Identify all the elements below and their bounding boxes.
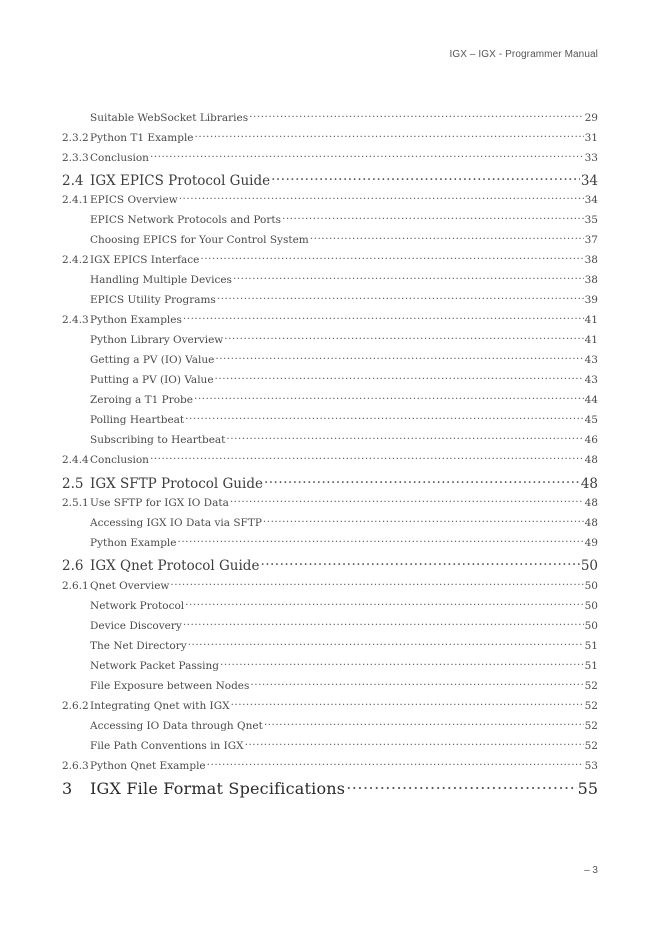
toc-entry-title: Python Example (90, 536, 177, 549)
toc-entry-title: Network Protocol (90, 599, 185, 612)
toc-entry[interactable] (62, 515, 598, 529)
dot-leader (220, 658, 584, 669)
dot-leader (200, 252, 583, 263)
dot-leader (183, 312, 584, 323)
dot-leader (150, 452, 584, 463)
toc-entry[interactable] (62, 412, 598, 426)
dot-leader (224, 332, 583, 343)
toc-entry[interactable] (62, 372, 598, 386)
dot-leader (215, 372, 584, 383)
toc-entry-title: Polling Heartbeat (90, 413, 185, 426)
toc-entry-page: 48 (584, 453, 598, 466)
dot-leader (215, 352, 583, 363)
toc-entry-title: EPICS Overview (90, 193, 178, 206)
dot-leader (310, 232, 584, 243)
toc-entry-page: 52 (584, 699, 598, 712)
toc-entry[interactable] (62, 150, 598, 164)
page-number: – 3 (584, 865, 598, 876)
toc-entry[interactable] (62, 474, 598, 492)
toc-entry-title: Device Discovery (90, 619, 182, 632)
toc-entry-title: Subscribing to Heartbeat (90, 433, 226, 446)
dot-leader (194, 392, 584, 403)
toc-entry-page: 37 (584, 233, 598, 246)
toc-entry-number: 2.3.3 (62, 151, 89, 164)
toc-entry-title: Python Library Overview (90, 333, 224, 346)
toc-entry-title: Handling Multiple Devices (90, 273, 232, 286)
toc-entry-number: 2.6.3 (62, 759, 89, 772)
toc-entry-number: 2.6.2 (62, 699, 89, 712)
dot-leader (263, 515, 584, 526)
toc-entry-page: 38 (584, 253, 598, 266)
toc-entry-page: 38 (584, 273, 598, 286)
dot-leader (207, 758, 584, 769)
toc-entry-number: 2.5.1 (62, 496, 89, 509)
toc-entry-page: 33 (584, 151, 598, 164)
toc-entry[interactable] (62, 578, 598, 592)
toc-entry[interactable] (62, 110, 598, 124)
dot-leader (185, 598, 583, 609)
toc-entry-page: 52 (584, 679, 598, 692)
toc-entry-page: 41 (584, 333, 598, 346)
toc-entry-page: 50 (584, 619, 598, 632)
toc-entry-page: 48 (580, 475, 598, 492)
toc-entry-page: 45 (584, 413, 598, 426)
toc-entry-title: Suitable WebSocket Libraries (90, 111, 249, 124)
toc-entry[interactable] (62, 392, 598, 406)
toc-entry-page: 39 (584, 293, 598, 306)
toc-entry-page: 48 (584, 516, 598, 529)
toc-entry-number: 2.6 (62, 557, 84, 574)
toc-entry-number: 3 (62, 779, 73, 798)
toc-entry-page: 34 (584, 193, 598, 206)
dot-leader (170, 578, 583, 589)
dot-leader (282, 212, 584, 223)
toc-entry-title: The Net Directory (90, 639, 187, 652)
toc-entry[interactable] (62, 758, 598, 772)
toc-entry[interactable] (62, 171, 598, 189)
toc-entry-title: IGX EPICS Interface (90, 253, 200, 266)
dot-leader (195, 130, 584, 141)
toc-entry[interactable] (62, 678, 598, 692)
toc-entry[interactable] (62, 130, 598, 144)
toc-entry-title: Python T1 Example (90, 131, 194, 144)
toc-entry-page: 55 (577, 779, 598, 798)
toc-entry[interactable] (62, 658, 598, 672)
toc-entry[interactable] (62, 556, 598, 574)
toc-entry-title: Qnet Overview (90, 579, 170, 592)
toc-entry[interactable] (62, 718, 598, 732)
toc-entry-title: File Path Conventions in IGX (90, 739, 244, 752)
dot-leader (250, 678, 583, 689)
toc-entry[interactable] (62, 698, 598, 712)
toc-entry[interactable] (62, 312, 598, 326)
toc-entry[interactable] (62, 452, 598, 466)
toc-entry-page: 46 (584, 433, 598, 446)
running-header: IGX – IGX - Programmer Manual (449, 49, 598, 60)
toc-entry-title: EPICS Network Protocols and Ports (90, 213, 281, 226)
dot-leader (217, 292, 584, 303)
toc-entry[interactable] (62, 332, 598, 346)
toc-entry[interactable] (62, 638, 598, 652)
dot-leader (188, 638, 584, 649)
dot-leader (185, 412, 583, 423)
dot-leader (245, 738, 584, 749)
dot-leader (150, 150, 584, 161)
toc-entry-page: 51 (584, 639, 598, 652)
toc-entry-page: 35 (584, 213, 598, 226)
toc-entry[interactable] (62, 192, 598, 206)
toc-entry-page: 50 (580, 557, 598, 574)
toc-entry-page: 50 (584, 579, 598, 592)
toc-entry-title: File Exposure between Nodes (90, 679, 250, 692)
dot-leader (249, 110, 583, 121)
dot-leader (264, 718, 584, 729)
toc-entry-title: Integrating Qnet with IGX (90, 699, 230, 712)
dot-leader (178, 535, 584, 546)
toc-entry-page: 49 (584, 536, 598, 549)
toc-entry-page: 29 (584, 111, 598, 124)
toc-entry-title: IGX Qnet Protocol Guide (90, 557, 260, 574)
toc-entry-number: 2.3.2 (62, 131, 89, 144)
toc-entry-page: 43 (584, 373, 598, 386)
toc-entry-page: 44 (584, 393, 598, 406)
toc-entry[interactable] (62, 618, 598, 632)
toc-entry[interactable] (62, 352, 598, 366)
dot-leader (346, 778, 576, 794)
toc-entry[interactable] (62, 212, 598, 226)
dot-leader (260, 556, 579, 570)
dot-leader (183, 618, 584, 629)
toc-entry-title: Python Examples (90, 313, 182, 326)
toc-entry-number: 2.5 (62, 475, 84, 492)
toc-entry-page: 50 (584, 599, 598, 612)
toc-entry[interactable] (62, 535, 598, 549)
toc-entry-title: Conclusion (90, 151, 149, 164)
toc-entry[interactable] (62, 232, 598, 246)
toc-entry-page: 51 (584, 659, 598, 672)
dot-leader (226, 432, 583, 443)
toc-entry[interactable] (62, 432, 598, 446)
toc-entry-number: 2.4.3 (62, 313, 89, 326)
toc-entry[interactable] (62, 738, 598, 752)
toc-entry-number: 2.4.2 (62, 253, 89, 266)
dot-leader (179, 192, 584, 203)
toc-entry-title: Putting a PV (IO) Value (90, 373, 214, 386)
toc-entry-title: Use SFTP for IGX IO Data (90, 496, 229, 509)
toc-entry-title: Getting a PV (IO) Value (90, 353, 215, 366)
toc-entry-title: IGX File Format Specifications (90, 779, 346, 798)
toc-entry-number: 2.4.1 (62, 193, 89, 206)
dot-leader (271, 171, 580, 185)
toc-entry[interactable] (62, 292, 598, 306)
dot-leader (230, 495, 584, 506)
toc-entry-title: IGX EPICS Protocol Guide (90, 172, 271, 189)
toc-entry-page: 53 (584, 759, 598, 772)
toc-entry-title: Network Packet Passing (90, 659, 219, 672)
toc-entry-page: 43 (584, 353, 598, 366)
toc-entry-number: 2.4 (62, 172, 84, 189)
toc-entry[interactable] (62, 252, 598, 266)
toc-entry-title: Accessing IO Data through Qnet (90, 719, 263, 732)
toc-entry[interactable] (62, 272, 598, 286)
toc-entry-title: EPICS Utility Programs (90, 293, 216, 306)
toc-entry[interactable] (62, 495, 598, 509)
toc-entry-number: 2.4.4 (62, 453, 89, 466)
toc-entry-page: 52 (584, 739, 598, 752)
toc-entry-page: 34 (580, 172, 598, 189)
dot-leader (264, 474, 580, 488)
toc-entry[interactable] (62, 778, 598, 798)
toc-entry-title: IGX SFTP Protocol Guide (90, 475, 263, 492)
toc-entry-title: Accessing IGX IO Data via SFTP (90, 516, 262, 529)
dot-leader (231, 698, 584, 709)
toc-entry-page: 31 (584, 131, 598, 144)
toc-entry-title: Zeroing a T1 Probe (90, 393, 193, 406)
toc-entry-number: 2.6.1 (62, 579, 89, 592)
toc-entry-page: 52 (584, 719, 598, 732)
toc-entry-page: 48 (584, 496, 598, 509)
dot-leader (233, 272, 584, 283)
toc-entry[interactable] (62, 598, 598, 612)
toc-entry-page: 41 (584, 313, 598, 326)
toc-entry-title: Choosing EPICS for Your Control System (90, 233, 309, 246)
toc-entry-title: Python Qnet Example (90, 759, 206, 772)
toc-entry-title: Conclusion (90, 453, 149, 466)
